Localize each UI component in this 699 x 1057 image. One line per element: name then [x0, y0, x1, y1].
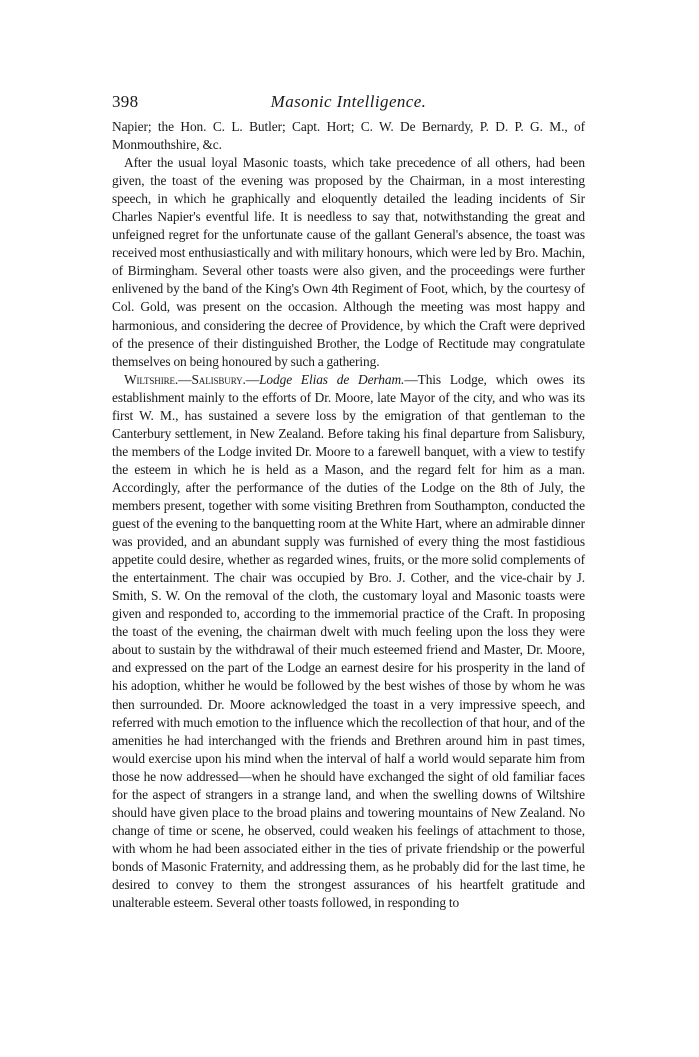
town-heading: Salisbury.: [191, 371, 246, 387]
lodge-heading: Lodge Elias de Derham.: [259, 371, 405, 387]
paragraph-toasts: After the usual loyal Masonic toasts, which take precedence of all others, had been given, the toast of the evening was proposed by the Chairman, in a most interesting speech, in which he graphically and eloquently detailed the leading incidents of Sir Charles Napier's eventful life. It is needless to say that, notwithstanding the great and unfeigned regret for the unfortunate cause of the gallant General's absence, the toast was received most enthusiastically and with military honours, which were led by Bro. Machin, of Birmingham. Several other toasts were also given, and the proceedings were further enlivened by the band of the King's Own 4th Regiment of Foot, which, by the courtesy of Col. Gold, was present on the occasion. Although the meeting was most happy and harmonious, and considering the decree of Providence, by which the Craft were deprived of the presence of their distinguished Brother, the Lodge of Rectitude may congratulate themselves on being honoured by such a gathering.: [112, 155, 585, 369]
book-page: [112, 92, 585, 912]
county-heading: Wiltshire.: [124, 371, 179, 387]
paragraph-continuation: Napier; the Hon. C. L. Butler; Capt. Hort; C. W. De Bernardy, P. D. P. G. M., of Monmouthshire, &c.: [112, 119, 585, 153]
paragraph-wiltshire: [112, 371, 585, 912]
heading-dash: —: [404, 371, 418, 387]
article-body: [112, 118, 585, 912]
page-number: 398: [112, 92, 139, 111]
page-header: [112, 92, 585, 118]
heading-dash: —: [178, 371, 192, 387]
heading-dash: —: [245, 371, 260, 387]
running-title: Masonic Intelligence.: [270, 92, 427, 111]
paragraph-body-text: This Lodge, which owes its establishment mainly to the efforts of Dr. Moore, late Mayor of the city, and who was its first W. M., has sustained a severe loss by the emigration of that gentleman to the Canterbury settlement, in New Zealand. Before taking his final departure from Salisbury, the members of the Lodge invited Dr. Moore to a farewell banquet, with a view to testify the esteem in which he is held as a Mason, and the regard felt for him as a man. Accordingly, after the performance of the duties of the Lodge on the 8th of July, the members present, together with some visiting Brethren from Southampton, conducted the guest of the evening to the banquetting room at the White Hart, where an admirable dinner was provided, and an abundant supply was furnished of every thing the most fastidious appetite could desire, whether as regarded wines, fruits, or the more solid complements of the entertainment. The chair was occupied by Bro. J. Cother, and the vice-chair by J. Smith, S. W. On the removal of the cloth, the customary loyal and Masonic toasts were given and responded to, according to the immemorial practice of the Craft. In proposing the toast of the evening, the chairman dwelt with much feeling upon the loss they were about to sustain by the withdrawal of their much esteemed friend and Master, Dr. Moore, and expressed on the part of the Lodge an earnest desire for his prosperity in the land of his adoption, whither he would be followed by the best wishes of those by whom he was then surrounded. Dr. Moore acknowledged the toast in a very impressive speech, and referred with much emotion to the influence which the recollection of that hour, and of the amenities he had interchanged with the friends and Brethren around him in past times, would exercise upon his mind when the interval of half a world would separate him from those he now addressed—when he should have exchanged the sight of old familiar faces for the aspect of strangers in a strange land, and when the swelling downs of Wiltshire should have given place to the broad plains and towering mountains of New Zealand. No change of time or scene, he observed, could weaken his feelings of attachment to those, with whom he had been associated either in the ties of private friendship or the powerful bonds of Masonic Fraternity, and addressing them, as he probably did for the last time, he desired to convey to them the strongest assurances of his heartfelt gratitude and unalterable esteem. Several other toasts followed, in responding to: [112, 371, 586, 911]
